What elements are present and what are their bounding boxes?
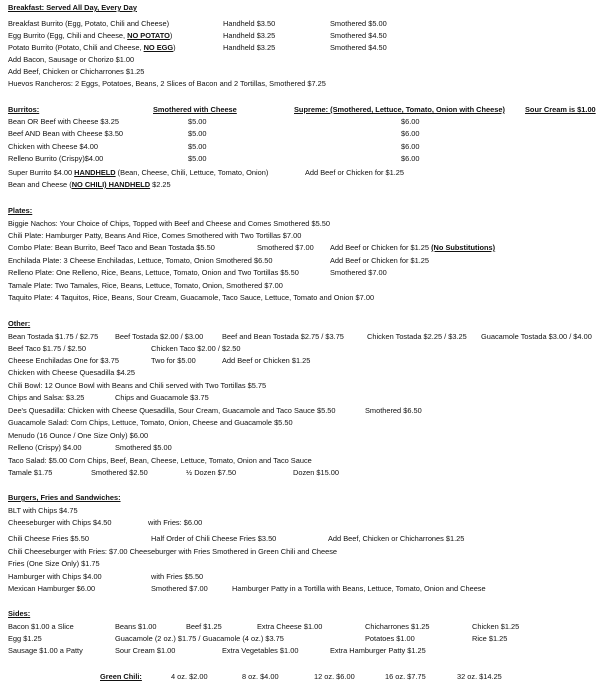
side-guacamole: Guacamole (2 oz.) $1.75 / Guacamole (4 oz.) $3.75 xyxy=(115,634,284,643)
item-name: Egg Burrito (Egg, Chili and Cheese, xyxy=(8,31,128,40)
no-potato-note: NO POTATO xyxy=(127,31,170,40)
breakfast-add-meat: Add Beef, Chicken or Chicharrones $1.25 xyxy=(8,67,145,76)
item-name: Mexican Hamburger $6.00 xyxy=(8,584,96,593)
menu-item-chili-bowl: Chili Bowl: 12 Ounce Bowl with Beans and Chili served with Two Tortillas $5.75 xyxy=(8,381,267,390)
add-note: Add Beef or Chicken for $1.25 xyxy=(330,243,432,252)
green-chili-32oz: 32 oz. $14.25 xyxy=(457,672,502,681)
green-chili-label: Green Chili: xyxy=(100,672,142,681)
supreme-price: $6.00 xyxy=(401,117,420,126)
enchiladas-add-note: Add Beef or Chicken $1.25 xyxy=(222,356,311,365)
smothered-price: Smothered $7.00 xyxy=(257,243,314,252)
item-name: Bean and Cheese ( xyxy=(8,180,72,189)
item-name: Combo Plate: Bean Burrito, Beef Taco and Bean Tostada $5.50 xyxy=(8,243,215,252)
smothered-price: Smothered $7.00 xyxy=(330,268,387,277)
smothered-price: Smothered $5.00 xyxy=(115,443,172,452)
side-rice: Rice $1.25 xyxy=(472,634,508,643)
item-name: Chicken with Cheese $4.00 xyxy=(8,142,98,151)
smothered-price: Smothered $6.50 xyxy=(365,406,422,415)
item-name: Relleno (Crispy) $4.00 xyxy=(8,443,82,452)
green-chili-16oz: 16 oz. $7.75 xyxy=(385,672,426,681)
item-name: Super Burrito $4.00 xyxy=(8,168,75,177)
menu-item-menudo: Menudo (16 Ounce / One Size Only) $6.00 xyxy=(8,431,149,440)
menu-item-huevos-rancheros: Huevos Rancheros: 2 Eggs, Potatoes, Beans, 2 Slices of Bacon and 2 Tortillas, Smothered $7.25 xyxy=(8,79,326,88)
handheld-price: Handheld $3.25 xyxy=(223,43,276,52)
handheld-price: Handheld $3.25 xyxy=(223,31,276,40)
smothered-price: Smothered $5.00 xyxy=(330,19,387,28)
smothered-price: Smothered $2.50 xyxy=(91,468,148,477)
sides-heading-text: Sides: xyxy=(8,609,31,618)
menu-item-fries: Fries (One Size Only) $1.75 xyxy=(8,559,100,568)
smothered-price: Smothered $7.00 xyxy=(151,584,208,593)
item-name: Enchilada Plate: 3 Cheese Enchiladas, Lettuce, Tomato, Onion Smothered $6.50 xyxy=(8,256,273,265)
add-note: Add Beef or Chicken for $1.25 xyxy=(330,256,430,265)
side-beans: Beans $1.00 xyxy=(115,622,157,631)
smothered-price: Smothered $4.50 xyxy=(330,31,387,40)
menu-item-chili-cheeseburger: Chili Cheeseburger with Fries: $7.00 Cheeseburger with Fries Smothered in Green Chili and Cheese xyxy=(8,547,338,556)
menu-item-guacamole-tostada: Guacamole Tostada $3.00 / $4.00 xyxy=(481,332,592,341)
burritos-heading: Burritos: xyxy=(8,105,40,114)
item-name: Dee's Quesadilla: Chicken with Cheese Quesadilla, Sour Cream, Guacamole and Taco Sauce $5.50 xyxy=(8,406,336,415)
half-order-price: Half Order of Chili Cheese Fries $3.50 xyxy=(151,534,277,543)
item-name: Potato Burrito (Potato, Chili and Cheese, xyxy=(8,43,144,52)
breakfast-add-on: Add Bacon, Sausage or Chorizo $1.00 xyxy=(8,55,135,64)
smothered-price: $5.00 xyxy=(188,117,207,126)
item-desc: Hamburger Patty in a Tortilla with Beans, Lettuce, Tomato, Onion and Cheese xyxy=(232,584,486,593)
green-chili-12oz: 12 oz. $6.00 xyxy=(314,672,355,681)
sour-cream-note: Sour Cream is $1.00 xyxy=(525,105,596,114)
supreme-price: $6.00 xyxy=(401,154,420,163)
dozen-price: Dozen $15.00 xyxy=(293,468,340,477)
half-dozen-price: ½ Dozen $7.50 xyxy=(186,468,237,477)
menu-item-biggie-nachos: Biggie Nachos: Your Choice of Chips, Topped with Beef and Cheese and Comes Smothered $5.50 xyxy=(8,219,330,228)
breakfast-heading-text: Breakfast: Served All Day, Every Day xyxy=(8,3,137,12)
menu-item-beef-bean-tostada: Beef and Bean Tostada $2.75 / $3.75 xyxy=(222,332,344,341)
menu-item-beef-taco: Beef Taco $1.75 / $2.50 xyxy=(8,344,86,353)
col-smothered-header: Smothered with Cheese xyxy=(153,105,237,114)
side-egg: Egg $1.25 xyxy=(8,634,42,643)
item-name: Bean OR Beef with Cheese $3.25 xyxy=(8,117,119,126)
other-heading-text: Other: xyxy=(8,319,31,328)
item-name: Cheeseburger with Chips $4.50 xyxy=(8,518,112,527)
item-name: Chili Cheese Fries $5.50 xyxy=(8,534,89,543)
menu-item-tamale-plate: Tamale Plate: Two Tamales, Rice, Beans, Lettuce, Tomato, Onion, Smothered $7.00 xyxy=(8,281,283,290)
side-beef: Beef $1.25 xyxy=(186,622,222,631)
green-chili-4oz: 4 oz. $2.00 xyxy=(171,672,208,681)
paren: ) xyxy=(173,43,176,52)
smothered-price: Smothered $4.50 xyxy=(330,43,387,52)
menu-item-taco-salad: Taco Salad: $5.00 Corn Chips, Beef, Bean, Cheese, Lettuce, Tomato, Onion and Taco Sauce xyxy=(8,456,312,465)
menu-item-beef-tostada: Beef Tostada $2.00 / $3.00 xyxy=(115,332,204,341)
side-chicken: Chicken $1.25 xyxy=(472,622,520,631)
side-chicharrones: Chicharrones $1.25 xyxy=(365,622,430,631)
green-chili-8oz: 8 oz. $4.00 xyxy=(242,672,279,681)
menu-item-quesadilla: Chicken with Cheese Quesadilla $4.25 xyxy=(8,368,135,377)
item-desc: (Bean, Cheese, Chili, Lettuce, Tomato, Onion) xyxy=(115,168,269,177)
enchiladas-two-price: Two for $5.00 xyxy=(151,356,196,365)
menu-item-blt: BLT with Chips $4.75 xyxy=(8,506,78,515)
paren: ) xyxy=(169,31,173,40)
with-fries-price: with Fries: $6.00 xyxy=(148,518,203,527)
item-name: Hamburger with Chips $4.00 xyxy=(8,572,102,581)
menu-item-guacamole-salad: Guacamole Salad: Corn Chips, Lettuce, Tomato, Onion, Cheese and Guacamole $5.50 xyxy=(8,418,293,427)
side-extra-vegetables: Extra Vegetables $1.00 xyxy=(222,646,299,655)
supreme-price: $6.00 xyxy=(401,142,420,151)
menu-item-taquito-plate: Taquito Plate: 4 Taquitos, Rice, Beans, Sour Cream, Guacamole, Taco Sauce, Lettuce, Tomato and Onion $7.00 xyxy=(8,293,375,302)
item-name: Tamale $1.75 xyxy=(8,468,53,477)
smothered-price: $5.00 xyxy=(188,154,207,163)
col-supreme-header: Supreme: (Smothered, Lettuce, Tomato, Onion with Cheese) xyxy=(294,105,505,114)
item-name: Breakfast Burrito (Egg, Potato, Chili and Cheese) xyxy=(8,19,170,28)
item-price: $2.25 xyxy=(150,180,171,189)
handheld-price: Handheld $3.50 xyxy=(223,19,276,28)
item-name: Beef AND Bean with Cheese $3.50 xyxy=(8,129,124,138)
menu-item-chicken-taco: Chicken Taco $2.00 / $2.50 xyxy=(151,344,241,353)
item-name: Relleno Burrito (Crispy)$4.00 xyxy=(8,154,104,163)
supreme-price: $6.00 xyxy=(401,129,420,138)
side-sausage: Sausage $1.00 a Patty xyxy=(8,646,83,655)
menu-item-bean-tostada: Bean Tostada $1.75 / $2.75 xyxy=(8,332,99,341)
side-bacon: Bacon $1.00 a Slice xyxy=(8,622,74,631)
no-substitutions-note: (No Substitutions) xyxy=(431,243,496,252)
super-add-note: Add Beef or Chicken for $1.25 xyxy=(305,168,405,177)
smothered-price: $5.00 xyxy=(188,142,207,151)
add-note: Add Beef, Chicken or Chicharrones $1.25 xyxy=(328,534,465,543)
item-name: Relleno Plate: One Relleno, Rice, Beans, Lettuce, Tomato, Onion and Two Tortillas $5.50 xyxy=(8,268,299,277)
smothered-price: $5.00 xyxy=(188,129,207,138)
menu-item-chips-guacamole: Chips and Guacamole $3.75 xyxy=(115,393,209,402)
menu-item-chips-salsa: Chips and Salsa: $3.25 xyxy=(8,393,85,402)
no-chili-handheld-note: NO CHILI) HANDHELD xyxy=(71,180,151,189)
side-potatoes: Potatoes $1.00 xyxy=(365,634,415,643)
menu-item-chili-plate: Chili Plate: Hamburger Patty, Beans And Rice, Comes Smothered with Two Tortillas $7.00 xyxy=(8,231,302,240)
menu-item-chicken-tostada: Chicken Tostada $2.25 / $3.25 xyxy=(367,332,467,341)
no-egg-note: NO EGG xyxy=(143,43,174,52)
plates-heading-text: Plates: xyxy=(8,206,33,215)
burgers-heading-text: Burgers, Fries and Sandwiches: xyxy=(8,493,121,502)
menu-item-cheese-enchiladas: Cheese Enchiladas One for $3.75 xyxy=(8,356,119,365)
side-extra-cheese: Extra Cheese $1.00 xyxy=(257,622,323,631)
side-extra-hamburger-patty: Extra Hamburger Patty $1.25 xyxy=(330,646,426,655)
with-fries-price: with Fries $5.50 xyxy=(151,572,204,581)
side-sour-cream: Sour Cream $1.00 xyxy=(115,646,176,655)
handheld-note: HANDHELD xyxy=(74,168,116,177)
